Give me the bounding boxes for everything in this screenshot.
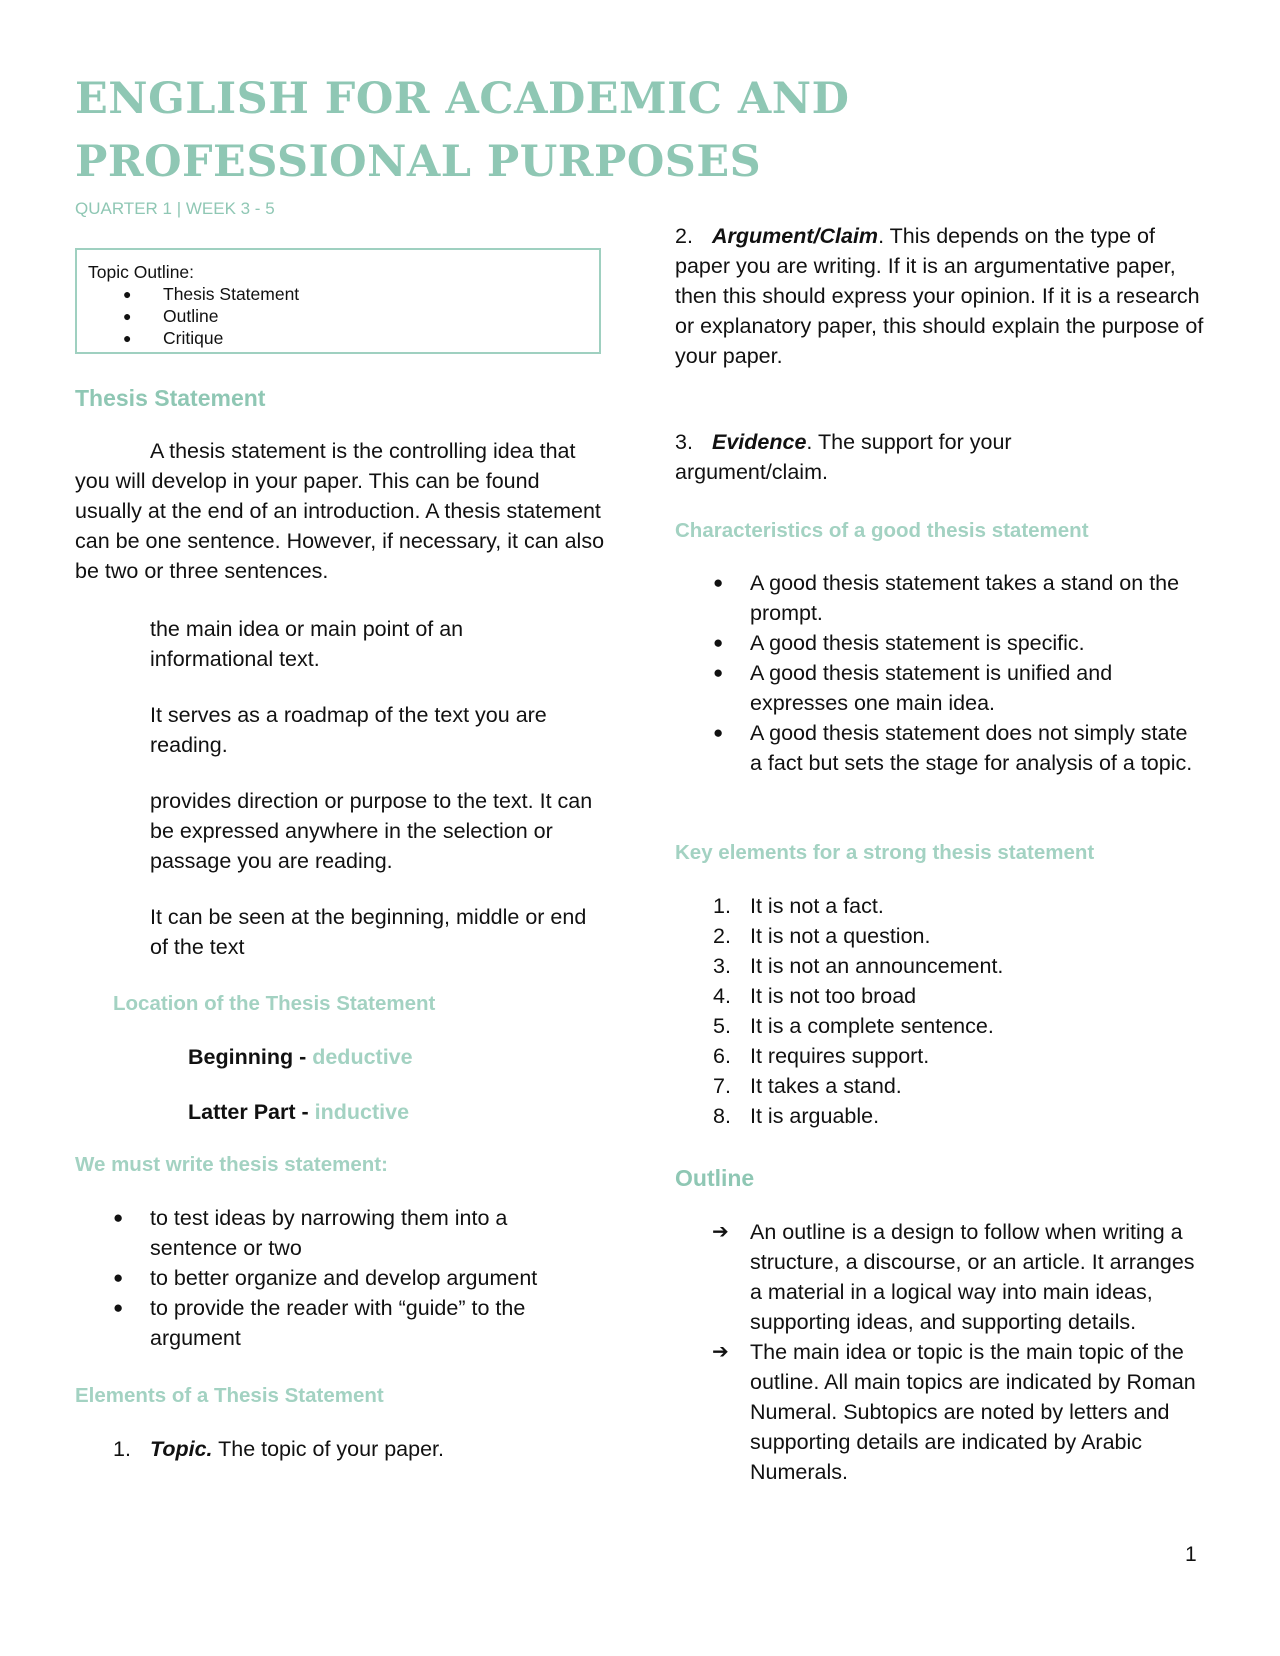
location-value: inductive [314,1100,410,1124]
thesis-point: provides direction or purpose to the text. It can be expressed anywhere in the selection or passage you are reading. [150,789,593,873]
topic-outline-label: Topic Outline: [88,262,195,282]
title-line-2: PROFESSIONAL PURPOSES [75,137,762,187]
item-number: 8. [713,1104,731,1128]
item-text: It requires support. [750,1044,930,1068]
topic-outline-item: ● Outline [88,305,599,327]
thesis-intro-paragraph: A thesis statement is the controlling idea that you will develop in your paper. This can be found usually at the end of an introduction. A thesis statement can be one sentence. However, if necessary, it can also be two or three sentences. [75,439,605,583]
topic-outline-item: ● Critique [88,327,599,349]
list-item: ● A good thesis statement does not simply state a fact but sets the stage for analysis of a topic. [675,718,1205,778]
list-item: ● to provide the reader with “guide” to the argument [75,1293,575,1353]
element-term: Topic. [150,1437,213,1461]
title-line-1: ENGLISH FOR ACADEMIC AND [75,74,850,124]
item-number: 7. [713,1074,731,1098]
location-row-latter [188,1097,409,1127]
thesis-point: It can be seen at the beginning, middle or end of the text [150,905,587,959]
key-elements-list [675,891,1175,1131]
must-write-list [75,1203,575,1353]
thesis-statement-heading: Thesis Statement [75,385,266,411]
characteristics-heading: Characteristics of a good thesis statement [675,519,1089,542]
list-item: ➔ The main idea or topic is the main topic of the outline. All main topics are indicated by Roman Numeral. Subtopics are noted by letters and supporting details are indicated by Arabic Numerals. [675,1337,1205,1487]
topic-outline-box [75,248,601,354]
location-label: Beginning - [188,1045,307,1069]
outline-list [675,1217,1205,1487]
characteristics-list [675,568,1205,778]
document-title [75,68,895,194]
item-text: It is not a fact. [750,894,884,918]
list-item: ● A good thesis statement is specific. [675,628,1205,658]
list-item [675,1101,1175,1131]
item-number: 2. [713,924,731,948]
location-row-beginning [188,1042,413,1072]
item-text: It is not too broad [750,984,917,1008]
location-value: deductive [312,1045,413,1069]
location-heading: Location of the Thesis Statement [113,992,436,1015]
list-item: ● A good thesis statement is unified and expresses one main idea. [675,658,1205,718]
thesis-point: It serves as a roadmap of the text you are reading. [150,703,547,757]
item-number: 2. [675,224,693,248]
quarter-week-subtitle: QUARTER 1 | WEEK 3 - 5 [75,199,275,218]
element-term: Evidence [712,430,807,454]
list-item: ● A good thesis statement takes a stand on the prompt. [675,568,1205,628]
key-elements-heading: Key elements for a strong thesis statement [675,841,1095,864]
element-item-evidence [675,427,1095,487]
list-item [675,951,1175,981]
item-number: 3. [713,954,731,978]
item-number: 1. [713,894,731,918]
topic-outline-list [88,283,599,349]
page-number: 1 [1185,1543,1197,1566]
item-text: It takes a stand. [750,1074,902,1098]
list-item [675,1071,1175,1101]
list-item [675,1041,1175,1071]
list-item [75,1434,595,1464]
item-text: It is not an announcement. [750,954,1004,978]
elements-list [75,1434,595,1464]
element-text: . The support for your argument/claim. [675,430,1012,484]
list-item: ➔ An outline is a design to follow when writing a structure, a discourse, or an article. It arranges a material in a logical way into main ideas, supporting ideas, and supporting details. [675,1217,1205,1337]
element-text: . This depends on the type of paper you are writing. If it is an argumentative paper, then this should express your opinion. If it is a research or explanatory paper, this should explain the purpose of your paper. [675,224,1204,368]
list-item: ● to better organize and develop argument [75,1263,575,1293]
item-number: 4. [713,984,731,1008]
element-text: The topic of your paper. [218,1437,444,1461]
item-number: 6. [713,1044,731,1068]
item-text: It is arguable. [750,1104,880,1128]
list-item [675,981,1175,1011]
elements-heading: Elements of a Thesis Statement [75,1384,384,1407]
element-term: Argument/Claim [712,224,879,248]
must-write-heading: We must write thesis statement: [75,1153,388,1176]
item-text: It is not a question. [750,924,931,948]
item-number: 3. [675,430,693,454]
list-item [675,1011,1175,1041]
item-number: 5. [713,1014,731,1038]
location-label: Latter Part - [188,1100,309,1124]
list-item [675,891,1175,921]
item-number: 1. [113,1437,131,1461]
item-text: It is a complete sentence. [750,1014,994,1038]
thesis-point: the main idea or main point of an informational text. [150,617,464,671]
element-item-argument [675,221,1205,371]
topic-outline-item: ● Thesis Statement [88,283,599,305]
list-item [675,921,1175,951]
outline-heading: Outline [675,1165,755,1191]
list-item: ● to test ideas by narrowing them into a sentence or two [75,1203,575,1263]
